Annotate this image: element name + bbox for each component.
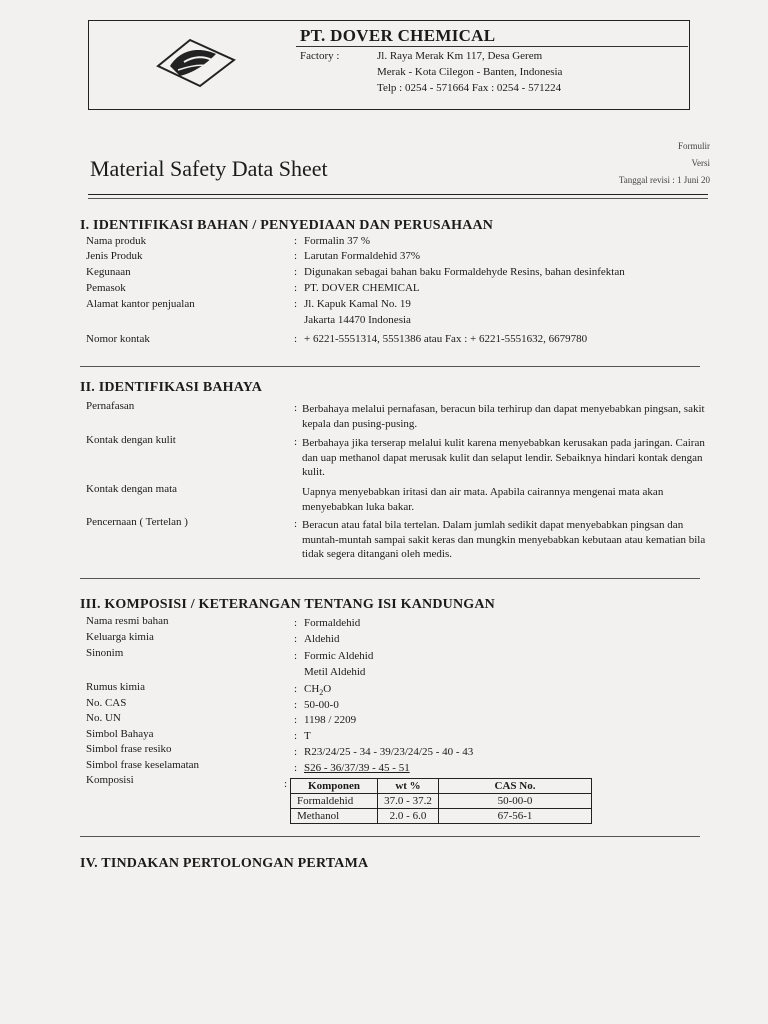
section-1-title: I. IDENTIFIKASI BAHAN / PENYEDIAAN DAN PERUSAHAAN: [80, 218, 494, 233]
section-3-title: III. KOMPOSISI / KETERANGAN TENTANG ISI KANDUNGAN: [80, 597, 495, 612]
section-divider: [80, 836, 700, 837]
field-label: Komposisi: [86, 774, 134, 786]
field-value: + 6221-5551314, 5551386 atau Fax : + 6221-5551632, 6679780: [304, 333, 588, 345]
msds-page: PT. DOVER CHEMICAL Factory : Jl. Raya Merak Km 117, Desa Gerem Merak - Kota Cilegon - Banten, Indonesia Telp : 0254 - 571664 Fax : 0254 - 571224 Formulir Versi Material Safety Data Sheet Tanggal revisi : 1 Juni 20 I. IDENTIFIKASI BAHAN / PENYEDIAAN DAN PERUSAHAAN Nama produk : Formalin 37 % Jenis Produk : Larutan Formaldehid 37% Kegunaan : Digunakan sebagai bahan baku Formaldehyde Resins, bahan desinfektan Pemasok : PT. DOVER CHEMICAL Alamat kantor penjualan : Jl. Kapuk Kamal No. 19 Jakarta 14470 Indonesia Nomor kontak : + 6221-5551314, 5551386 atau Fax : + 6221-5551632, 6679780 II. IDENTIFIKASI BAHAYA Pernafasan : Berbahaya melalui pernafasan, beracun bila terhirup dan dapat menyebabkan pingsan, sakit kepala dan pusing-pusing. Kontak dengan kulit : Berbahaya jika terserap melalui kulit karena menyebabkan kerusakan pada jaringan. Cairan dan uap methanol dapat merusak kulit dan selaput lendir. Sebaiknya hindari kontak dengan kulit. Kontak dengan mata Uapnya menyebabkan iritasi dan air mata. Apabila cairannya mengenai mata akan menyebabkan luka bakar. Pencernaan ( Tertelan ) : Beracun atau fatal bila tertelan. Dalam jumlah sedikit dapat menyebabkan pingsan dan muntah-muntah sampai sakit keras dan mungkin menyebabkan kebutaan atau kematian bila tidak segera ditangani oleh medis. III. KOMPOSISI / KETERANGAN TENTANG ISI KANDUNGAN Nama resmi bahan : Formaldehid Keluarga kimia : Aldehid Sinonim : Formic Aldehid Metil Aldehid Rumus kimia : $CH_2O$ No. CAS : 50-00-0 No. UN : 1198 / 2209 Simbol Bahaya : T Simbol frase resiko : R23/24/25 - 34 - 39/23/24/25 - 40 - 43 Simbol frase keselamatan : S26 - 36/37/39 - 45 - 51 Komposisi : Komponen wt % CAS No. Formaldehid 37.0 - 37.2 50-00-0 Methanol 2.0 - 6.0 67-56-1 IV. TINDAKAN PERTOLONGAN PERTAMA: [0, 0, 768, 1024]
header-divider: [296, 46, 688, 47]
field-label: Sinonim: [86, 647, 124, 659]
section-4-title: IV. TINDAKAN PERTOLONGAN PERTAMA: [80, 856, 369, 871]
company-logo-icon: [150, 32, 240, 92]
table-row: [291, 809, 592, 824]
field-label: Kontak dengan kulit: [86, 434, 176, 446]
title-rule-bottom: [88, 198, 708, 199]
column-header: wt %: [378, 779, 439, 794]
field-label: Nama produk: [86, 235, 147, 247]
field-value: Berbahaya melalui pernafasan, beracun bila terhirup dan dapat menyebabkan pingsan, sakit kepala dan pusing-pusing.: [302, 403, 705, 430]
field-label: Pemasok: [86, 282, 126, 294]
company-name: PT. DOVER CHEMICAL: [300, 26, 496, 45]
composition-table: [290, 778, 592, 824]
field-value-continued: Jakarta 14470 Indonesia: [304, 314, 411, 326]
address-line-1: Jl. Raya Merak Km 117, Desa Gerem: [377, 50, 543, 62]
table-cell: 67-56-1: [439, 809, 592, 824]
field-value: Aldehid: [304, 633, 340, 645]
field-value: Jl. Kapuk Kamal No. 19: [304, 298, 411, 310]
field-value: Formalin 37 %: [304, 235, 370, 247]
field-label: Nomor kontak: [86, 333, 150, 345]
phone-fax-line: Telp : 0254 - 571664 Fax : 0254 - 571224: [377, 82, 562, 94]
field-label: Alamat kantor penjualan: [86, 298, 195, 310]
field-label: Nama resmi bahan: [86, 615, 169, 627]
address-line-2: Merak - Kota Cilegon - Banten, Indonesia: [377, 66, 563, 78]
field-value: PT. DOVER CHEMICAL: [304, 282, 420, 294]
field-value: Formic Aldehid: [304, 650, 374, 662]
field-label: Kontak dengan mata: [86, 483, 178, 495]
field-label: Rumus kimia: [86, 681, 145, 693]
table-cell: 50-00-0: [439, 794, 592, 809]
field-label: Simbol frase resiko: [86, 743, 172, 755]
column-header: Komponen: [291, 779, 378, 794]
version-label: Versi: [691, 158, 710, 168]
field-label: Kegunaan: [86, 266, 131, 278]
field-value: S26 - 36/37/39 - 45 - 51: [304, 762, 410, 774]
field-value: Digunakan sebagai bahan baku Formaldehyde Resins, bahan desinfektan: [304, 266, 625, 278]
table-cell: Formaldehid: [291, 794, 378, 809]
field-label: Simbol Bahaya: [86, 728, 154, 740]
chemical-formula: $CH_2O$: [304, 683, 332, 698]
field-label: No. UN: [86, 712, 121, 724]
revision-date: Tanggal revisi : 1 Juni 20: [618, 175, 710, 185]
field-label: Pernafasan: [86, 400, 135, 412]
table-cell: 37.0 - 37.2: [378, 794, 439, 809]
field-value: T: [304, 730, 311, 742]
field-value: R23/24/25 - 34 - 39/23/24/25 - 40 - 43: [304, 746, 474, 758]
section-divider: [80, 578, 700, 579]
field-label: Pencernaan ( Tertelan ): [86, 516, 188, 528]
factory-label: Factory :: [300, 50, 340, 62]
section-divider: [80, 366, 700, 367]
section-2-title: II. IDENTIFIKASI BAHAYA: [80, 380, 263, 395]
field-value: Uapnya menyebabkan iritasi dan air mata. Apabila cairannya mengenai mata akan menyebabkan luka bakar.: [302, 486, 664, 513]
field-value-continued: Metil Aldehid: [304, 666, 366, 678]
table-cell: Methanol: [291, 809, 378, 824]
field-value: 1198 / 2209: [304, 714, 357, 726]
field-value: 50-00-0: [304, 699, 339, 711]
title-rule-top: [88, 194, 708, 195]
field-label: Jenis Produk: [86, 250, 143, 262]
field-value: Beracun atau fatal bila tertelan. Dalam jumlah sedikit dapat menyebabkan pingsan dan muntah-muntah sampai sakit keras dan mungkin menyebabkan kebutaan atau kematian bila tidak segera ditangani oleh medis.: [302, 519, 706, 560]
field-label: Simbol frase keselamatan: [86, 759, 200, 771]
form-number-label: Formulir: [677, 141, 710, 151]
table-cell: 2.0 - 6.0: [378, 809, 439, 824]
field-value: Larutan Formaldehid 37%: [304, 250, 421, 262]
column-header: CAS No.: [439, 779, 592, 794]
table-row: [291, 794, 592, 809]
field-label: No. CAS: [86, 697, 127, 709]
field-label: Keluarga kimia: [86, 631, 154, 643]
field-value: Formaldehid: [304, 617, 361, 629]
field-value: Berbahaya jika terserap melalui kulit karena menyebabkan kerusakan pada jaringan. Cairan dan uap methanol dapat merusak kulit dan selaput lendir. Sebaiknya hindari kontak dengan kulit.: [302, 437, 705, 478]
table-header-row: [291, 779, 592, 794]
document-title: Material Safety Data Sheet: [90, 156, 328, 181]
